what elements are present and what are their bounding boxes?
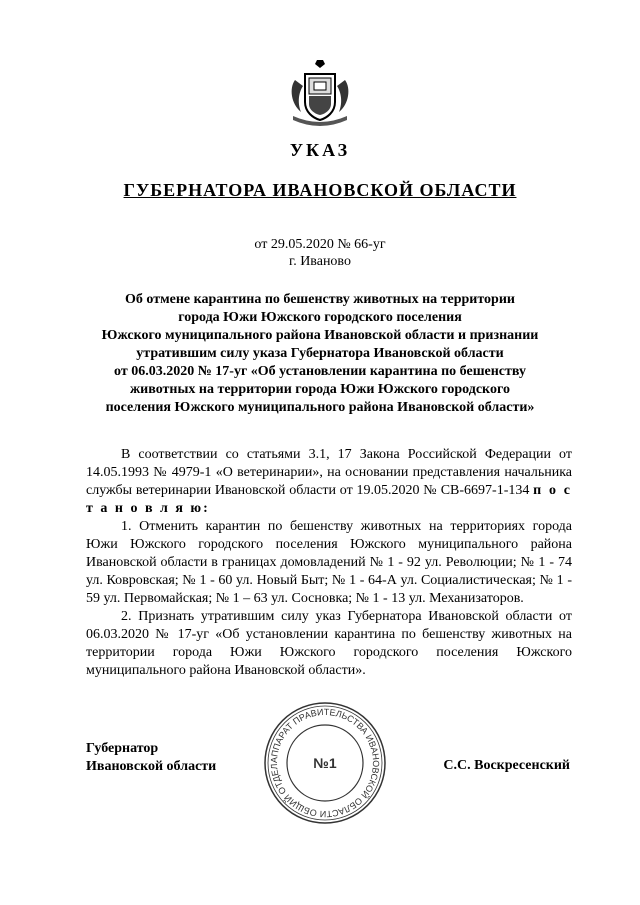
signer-title xyxy=(86,740,216,776)
signer-title-line: Губернатор xyxy=(86,741,159,756)
heading-line: поселения Южского муниципального района Ивановской области» xyxy=(105,400,535,415)
city-line: г. Иваново xyxy=(289,254,351,269)
official-seal-stamp xyxy=(262,700,388,826)
item-2-paragraph: 2. Признать утратившим силу указ Губернатора Ивановской области от 06.03.2020 № 17-уг «Об установлении карантина по бешенству животных на территории города Южи Южского городского поселения Южского муниципального района Ивановской области». xyxy=(86,609,572,678)
document-body xyxy=(86,446,572,680)
seal-ring-text: АППАРАТ ПРАВИТЕЛЬСТВА ИВАНОВСКОЙ ОБЛАСТИ ОБЩИЙ ОТДЕЛ xyxy=(268,706,382,820)
heading-line: города Южи Южского городского поселения xyxy=(178,310,462,325)
document-meta xyxy=(0,236,640,270)
document-heading xyxy=(80,291,560,417)
heading-line: животных на территории города Южи Южского городского xyxy=(130,382,510,397)
document-type-title: УКАЗ xyxy=(289,140,351,160)
heading-line: Об отмене карантина по бешенству животных на территории xyxy=(125,292,515,307)
preamble-text: В соответствии со статьями 3.1, 17 Закона Российской Федерации от 14.05.1993 № 4979-1 «О ветеринарии», на основании представления начальника службы ветеринарии Ивановской области от 19.05.2020 № СВ-6697-1-134 xyxy=(86,447,572,498)
decree-colon: : xyxy=(203,501,208,516)
seal-number: №1 xyxy=(313,755,337,771)
signer-name: С.С. Воскресенский xyxy=(443,758,570,773)
date-number-line: от 29.05.2020 № 66-уг xyxy=(254,237,386,252)
preamble-paragraph xyxy=(86,446,572,518)
issuer-title: ГУБЕРНАТОРА ИВАНОВСКОЙ ОБЛАСТИ xyxy=(123,180,517,200)
heading-line: утратившим силу указа Губернатора Ивановской области xyxy=(136,346,504,361)
coat-of-arms-emblem xyxy=(285,60,355,126)
item-1-paragraph: 1. Отменить карантин по бешенству животных на территориях города Южи Южского городского поселения Южского муниципального района Ивановской области в границах домовладений № 1 - 92 ул. Революции; № 1 - 74 ул. Ковровская; № 1 - 60 ул. Новый Быт; № 1 - 64-А ул. Социалистическая; № 1 - 59 ул. Первомайская; № 1 – 63 ул. Сосновка; № 1 - 13 ул. Механизаторов. xyxy=(86,519,572,606)
heading-line: от 06.03.2020 № 17-уг «Об установлении карантина по бешенству xyxy=(114,364,526,379)
signer-title-line: Ивановской области xyxy=(86,759,217,774)
decree-word: п о с т а н о в л я ю xyxy=(86,483,573,516)
heading-line: Южского муниципального района Ивановской области и признании xyxy=(101,328,539,343)
